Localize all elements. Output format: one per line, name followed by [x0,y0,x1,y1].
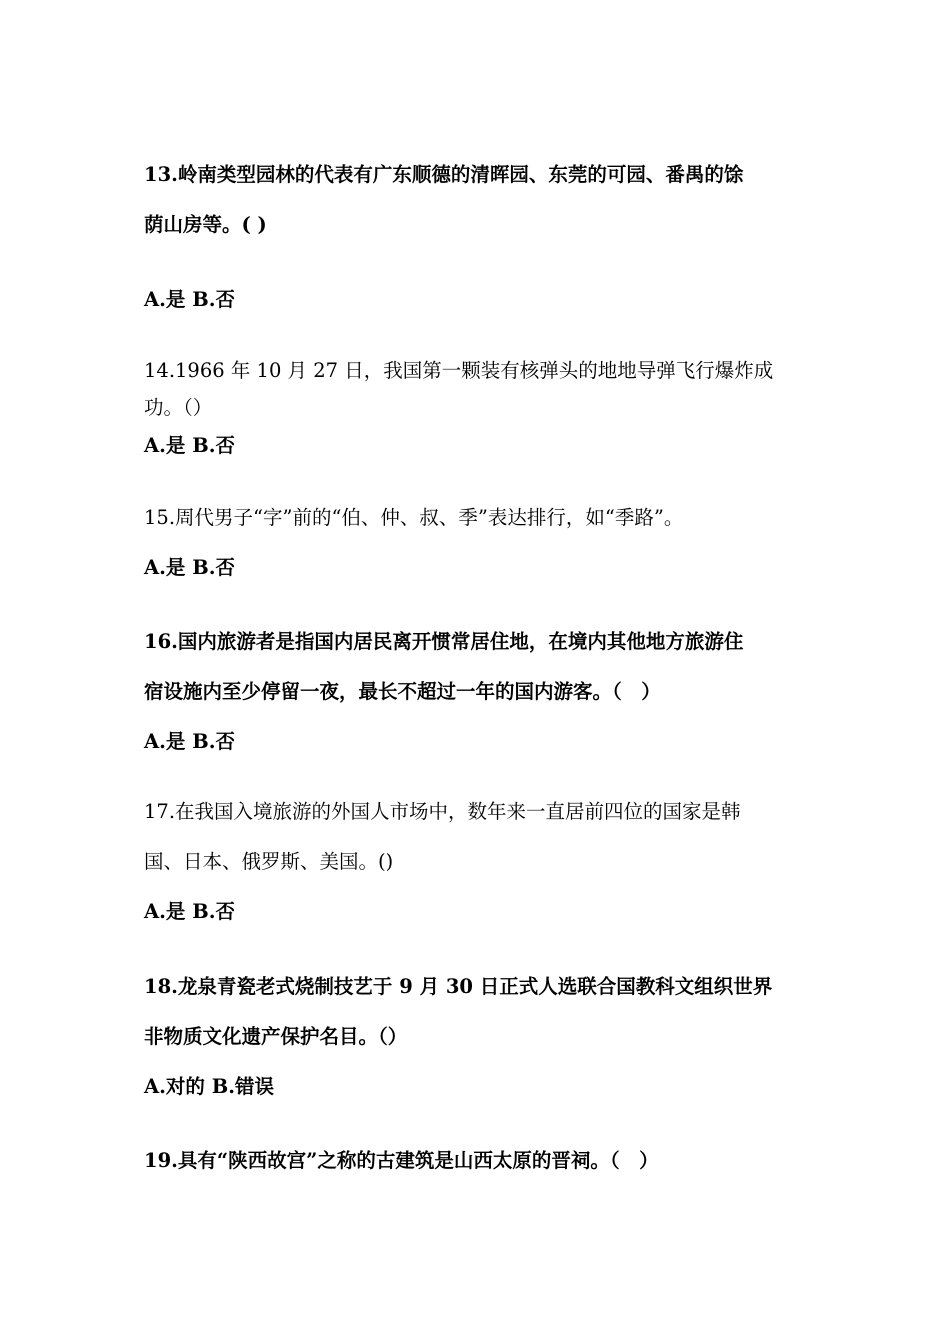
question-options: A.是 B.否 [144,288,235,311]
question-text: 15.周代男子“字”前的“伯、仲、叔、季”表达排行，如“季路”。 [144,506,684,529]
question-text: 16.国内旅游者是指国内居民离开惯常居住地，在境内其他地方旅游住 [144,630,744,653]
question-options: A.是 B.否 [144,730,235,753]
question-options: A.是 B.否 [144,556,235,579]
question-options: A.是 B.否 [144,434,235,457]
question-text: 非物质文化遗产保护名目。（） [144,1025,408,1048]
question-text: 17.在我国入境旅游的外国人市场中，数年来一直居前四位的国家是韩 [144,800,741,823]
question-text: 19.具有“陕西故宫”之称的古建筑是山西太原的晋祠。（ ） [144,1149,659,1172]
question-options: A.对的 B.错误 [144,1075,274,1098]
question-text: 18.龙泉青瓷老式烧制技艺于 9 月 30 日正式人选联合国教科文组织世界 [144,975,773,998]
question-text: 荫山房等。( ) [144,213,267,236]
question-text: 国、日本、俄罗斯、美国。() [144,850,394,873]
question-text: 宿设施内至少停留一夜，最长不超过一年的国内游客。（ ） [144,680,661,703]
question-text: 13.岭南类型园林的代表有广东顺德的清晖园、东莞的可园、番禺的馀 [144,163,744,186]
question-text: 14.1966 年 10 月 27 日，我国第一颗装有核弹头的地地导弹飞行爆炸成 [144,359,774,382]
question-options: A.是 B.否 [144,900,235,923]
question-text: 功。（） [144,396,213,419]
